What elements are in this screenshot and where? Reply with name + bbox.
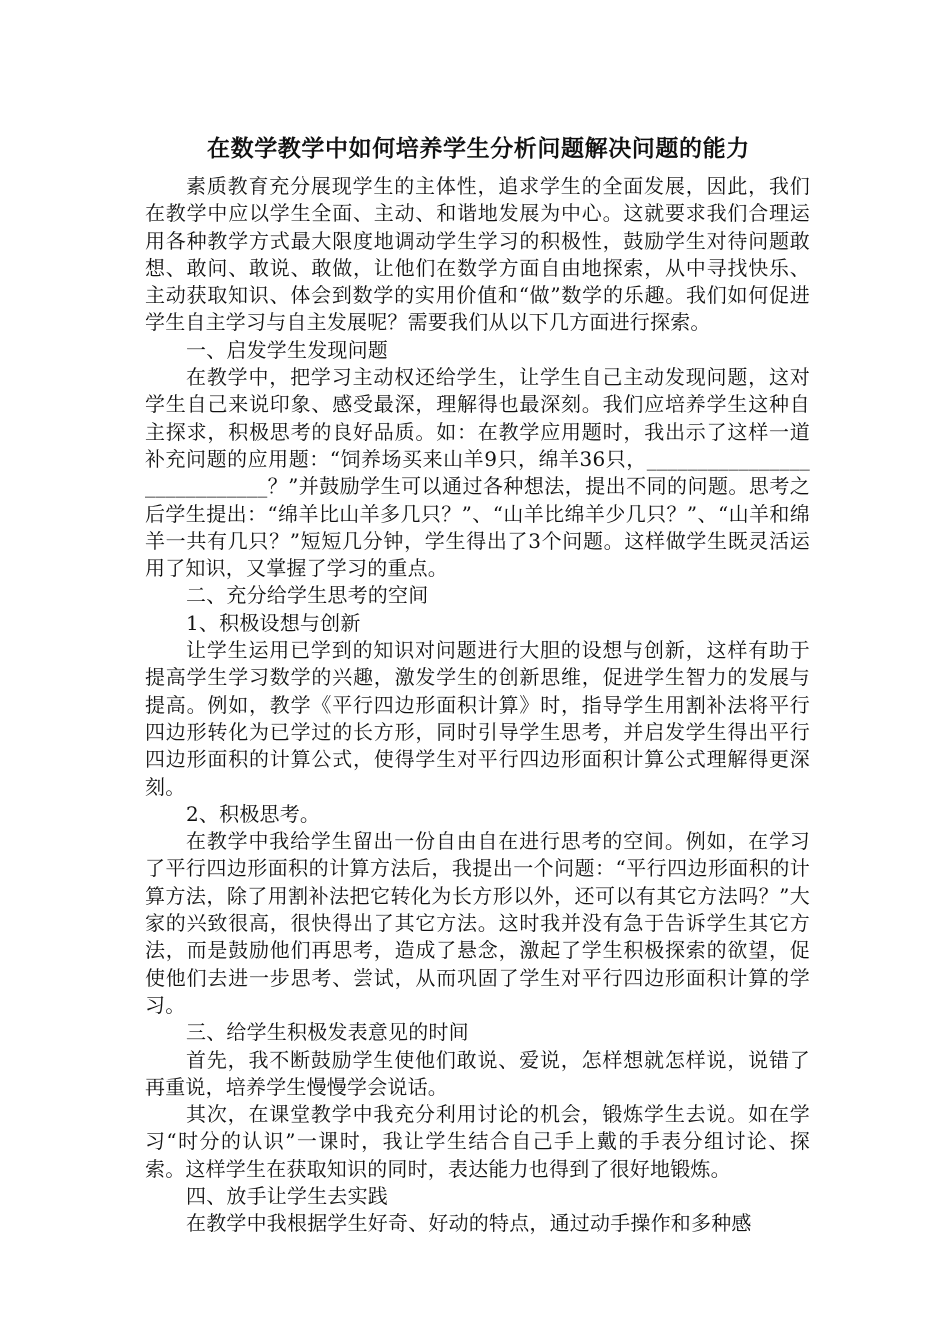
subsection-2-2-paragraph: 在教学中我给学生留出一份自由自在进行思考的空间。例如，在学习了平行四边形面积的计算方法后，我提出一个问题：“平行四边形面积的计算方法，除了用割补法把它转化为长方形以外，还可以有其它方法吗？”大家的兴致很高，很快得出了其它方法。这时我并没有急于告诉学生其它方法，而是鼓励他们再思考，造成了悬念，激起了学生积极探索的欲望，促使他们去进一步思考、尝试，从而巩固了学生对平行四边形面积计算的学习。 [145,829,810,1017]
subsection-2-1-paragraph: 让学生运用已学到的知识对问题进行大胆的设想与创新，这样有助于提高学生学习数学的兴趣，激发学生的创新思维，促进学生智力的发展与提高。例如，教学《平行四边形面积计算》时，指导学生用割补法将平行四边形转化为已学过的长方形，同时引导学生思考，并启发学生得出平行四边形面积的计算公式，使得学生对平行四边形面积计算公式理解得更深刻。 [145,638,810,799]
section-heading-3: 三、给学生积极发表意见的时间 [186,1020,469,1045]
section-4-paragraph: 在教学中我根据学生好奇、好动的特点，通过动手操作和多种感 [186,1211,752,1236]
section-heading-1: 一、启发学生发现问题 [186,337,388,362]
section-3-paragraph-2: 其次，在课堂教学中我充分利用讨论的机会，锻炼学生去说。如在学习“时分的认识”一课时，我让学生结合自己手上戴的手表分组讨论、探索。这样学生在获取知识的同时，表达能力也得到了很好地锻炼。 [145,1102,810,1181]
section-heading-2: 二、充分给学生思考的空间 [186,583,429,608]
section-heading-4: 四、放手让学生去实践 [186,1183,388,1208]
document-title: 在数学教学中如何培养学生分析问题解决问题的能力 [207,136,750,162]
intro-paragraph: 素质教育充分展现学生的主体性，追求学生的全面发展，因此，我们在教学中应以学生全面、主动、和谐地发展为中心。这就要求我们合理运用各种教学方式最大限度地调动学生学习的积极性，鼓励学生对待问题敢想、敢问、敢说、敢做，让他们在数学方面自由地探索，从中寻找快乐、主动获取知识、体会到数学的实用价值和“做”数学的乐趣。我们如何促进学生自主学习与自主发展呢？需要我们从以下几方面进行探索。 [145,174,810,335]
subsection-heading-2-1: 1、积极设想与创新 [186,610,361,635]
subsection-heading-2-2: 2、积极思考。 [186,801,321,826]
section-1-paragraph: 在教学中，把学习主动权还给学生，让学生自己主动发现问题，这对学生自己来说印象、感受最深，理解得也最深刻。我们应培养学生这种自主探求，积极思考的良好品质。如：在教学应用题时，我出示了这样一道补充问题的应用题：“饲养场买来山羊9只，绵羊36只，____________________________？”并鼓励学生可以通过各种想法，提出不同的问题。思考之后学生提出：“绵羊比山羊多几只？”、“山羊比绵羊少几只？”、“山羊和绵羊一共有几只？”短短几分钟，学生得出了3个问题。这样做学生既灵活运用了知识，又掌握了学习的重点。 [145,365,810,581]
document-body [145,134,810,1238]
section-3-paragraph-1: 首先，我不断鼓励学生使他们敢说、爱说，怎样想就怎样说，说错了再重说，培养学生慢慢学会说话。 [145,1047,810,1099]
